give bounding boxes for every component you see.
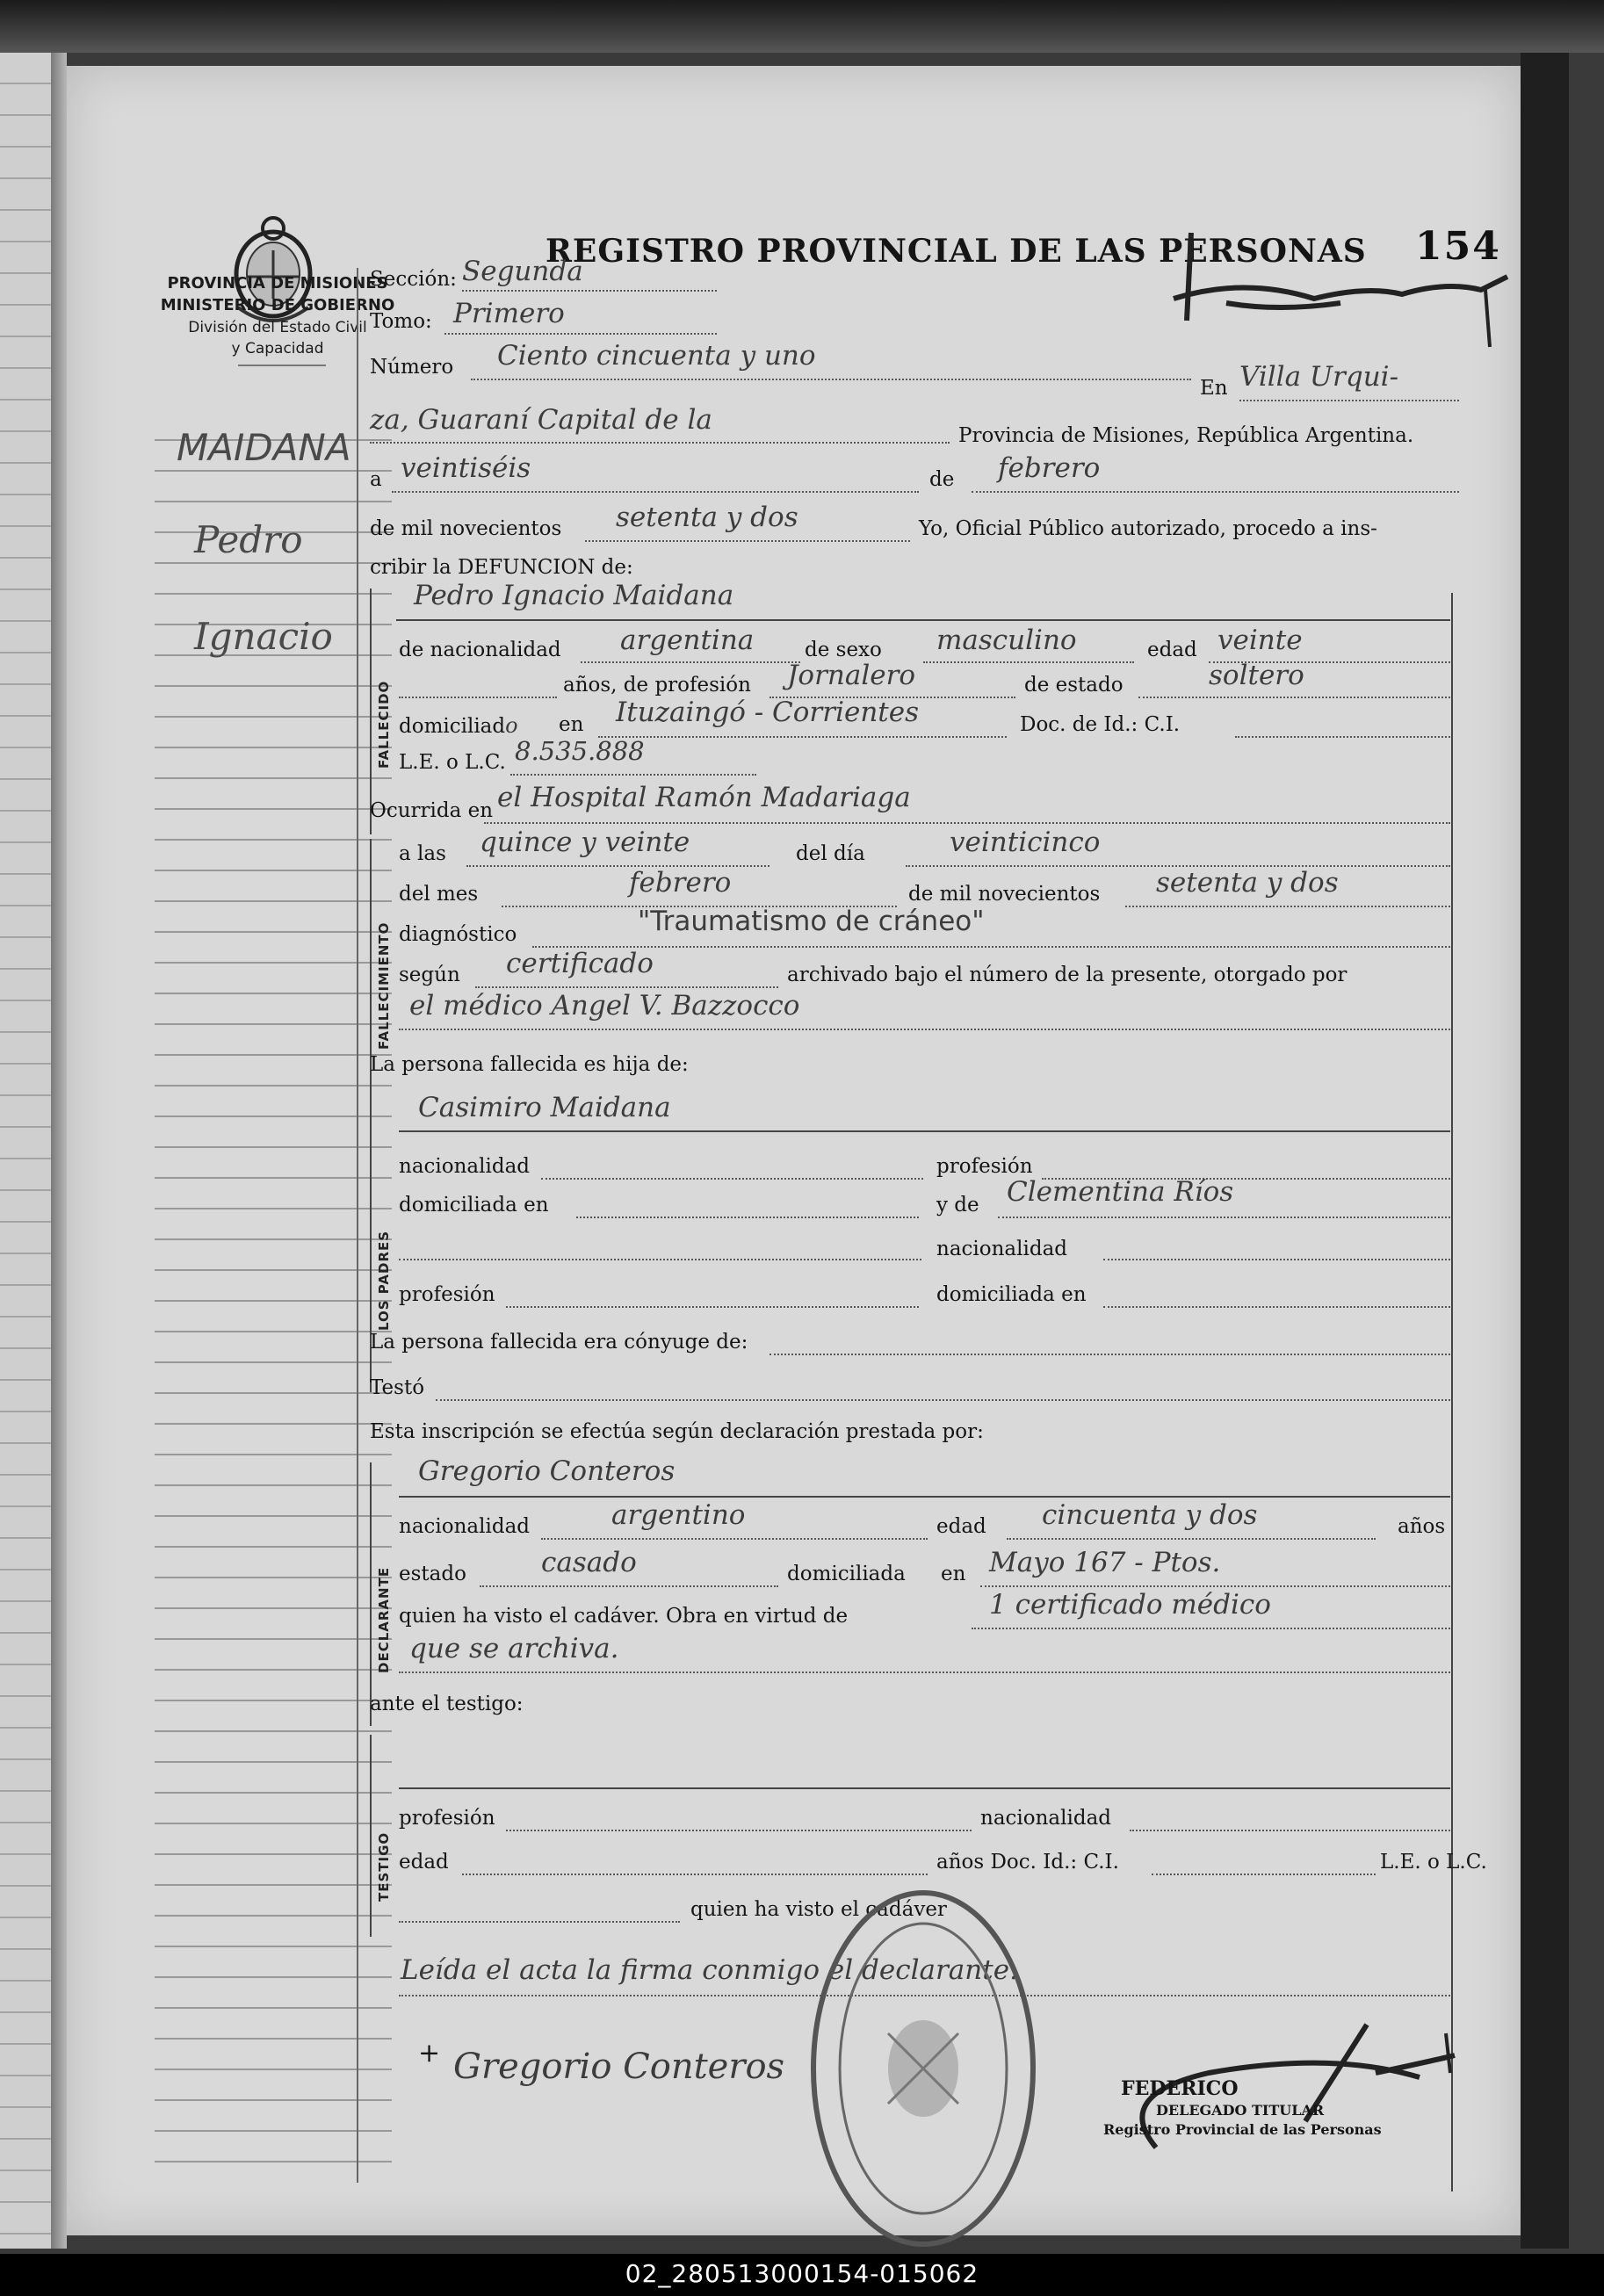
column-divider [357, 268, 358, 2183]
org-line-capacity: y Capacidad [231, 340, 324, 357]
nacionalidad-value: argentina [620, 625, 755, 656]
section-fallecimiento: FALLECIMIENTO [376, 921, 392, 1050]
domicilio-suffix: o [505, 713, 518, 738]
padre-profesion-label: profesión [936, 1155, 1033, 1178]
book-cover-edge [1521, 53, 1569, 2249]
edad-label: edad [1147, 639, 1197, 661]
section-testigo: TESTIGO [376, 1831, 392, 1902]
registrar-signature-top [1138, 215, 1534, 356]
lugar-value: el Hospital Ramón Madariaga [497, 782, 911, 813]
testigo-visto-text: quien ha visto el cadáver [690, 1898, 947, 1921]
diagnostico-label: diagnóstico [399, 923, 517, 946]
padre-nacionalidad-label: nacionalidad [399, 1155, 531, 1178]
declarante-obra-cont: que se archiva. [409, 1633, 619, 1664]
file-id: 02_280513000154-015062 [625, 2259, 979, 2288]
domicilio-label-text: domiciliad [399, 715, 506, 738]
dia-value-fallec: veinticinco [950, 827, 1101, 858]
org-line-division: División del Estado Civil [188, 319, 367, 336]
anio-value-fallec: setenta y dos [1156, 867, 1339, 899]
tomo-value: Primero [453, 298, 565, 329]
dia-label: del día [796, 842, 865, 865]
doc-label: Doc. de Id.: C.I. [1020, 713, 1181, 736]
oficial-cargo: DELEGADO TITULAR [1156, 2102, 1325, 2119]
declarante-estado-label: estado [399, 1563, 466, 1585]
le-label: L.E. o L.C. [399, 751, 506, 774]
acta-number: 154 [1415, 224, 1501, 269]
de-label: de [929, 468, 955, 491]
oficial-nombre: FEDERICO [1121, 2077, 1239, 2100]
conyuge-text: La persona fallecida era cónyuge de: [370, 1331, 748, 1354]
official-seal-stamp [805, 1884, 1042, 2253]
seccion-value: Segunda [462, 256, 583, 287]
estado-label: de estado [1024, 674, 1124, 697]
declarante-edad-value: cincuenta y dos [1042, 1499, 1258, 1531]
right-border [1451, 593, 1453, 2191]
localidad-value: Villa Urqui- [1239, 361, 1399, 393]
book-binding [51, 53, 67, 2249]
profesion-value: Jornalero [787, 660, 916, 691]
hija-text: La persona fallecida es hija de: [370, 1053, 689, 1076]
localidad-continuation: za, Guaraní Capital de la [370, 404, 712, 436]
padre-domiciliada-label: domiciliada en [399, 1194, 549, 1217]
ocurrida-label: Ocurrida en [370, 799, 494, 822]
numero-label: Número [370, 356, 454, 379]
fallecido-nombre: Pedro Ignacio Maidana [414, 580, 734, 611]
declarante-estado-value: casado [541, 1547, 637, 1578]
medico-value: el médico Angel V. Bazzocco [409, 990, 800, 1022]
org-line-province: PROVINCIA DE MISIONES [167, 274, 388, 292]
testo-label: Testó [370, 1376, 425, 1399]
anio-label: de mil novecientos [370, 517, 562, 540]
declarante-firma: Gregorio Conteros [453, 2047, 785, 2087]
declarante-nacionalidad-label: nacionalidad [399, 1515, 531, 1538]
sexo-value: masculino [936, 625, 1077, 656]
sexo-label: de sexo [805, 639, 882, 661]
declarante-nacionalidad-value: argentino [611, 1499, 746, 1531]
archivado-text: archivado bajo el número de la presente, otorgado por [787, 964, 1348, 986]
declarante-anios-label: años [1398, 1515, 1446, 1538]
inscribir-text: cribir la DEFUNCION de: [370, 556, 633, 579]
anio-label-fallec: de mil novecientos [908, 883, 1101, 906]
top-shadow [0, 0, 1604, 53]
oficial-registro: Registro Provincial de las Personas [1103, 2121, 1382, 2138]
edad-value: veinte [1217, 625, 1303, 656]
declarante-domicilio-value: Mayo 167 - Ptos. [989, 1547, 1221, 1578]
inscripcion-text: Esta inscripción se efectúa según declaración prestada por: [370, 1420, 984, 1443]
testigo-edad-label: edad [399, 1851, 449, 1874]
nacionalidad-label: de nacionalidad [399, 639, 561, 661]
madre-nacionalidad-label: nacionalidad [936, 1238, 1068, 1260]
anio-value: setenta y dos [616, 502, 798, 533]
org-underline [238, 365, 326, 366]
provincia-text: Provincia de Misiones, República Argentina. [958, 424, 1414, 447]
le-value: 8.535.888 [515, 736, 645, 766]
death-certificate-page [67, 66, 1521, 2235]
dia-value: veintiséis [401, 452, 531, 484]
hora-value: quince y veinte [480, 827, 690, 858]
margin-first-name: Pedro [194, 518, 303, 561]
declarante-domiciliada-label: domiciliada [787, 1563, 906, 1585]
madre-nombre: Clementina Ríos [1007, 1176, 1234, 1208]
section-padres: LOS PADRES [376, 1230, 392, 1331]
domicilio-label [399, 713, 518, 738]
domicilio-en-label: en [559, 713, 584, 736]
seccion-label: Sección: [370, 268, 457, 291]
document-title: REGISTRO PROVINCIAL DE LAS PERSONAS [546, 233, 1367, 270]
mes-value: febrero [998, 452, 1101, 484]
madre-domiciliada-label: domiciliada en [936, 1283, 1087, 1306]
y-de-label: y de [936, 1194, 979, 1217]
diagnostico-value: "Traumatismo de cráneo" [638, 906, 985, 937]
anios-profesion-label: años, de profesión [563, 674, 751, 697]
testigo-le-label: L.E. o L.C. [1380, 1851, 1487, 1874]
org-line-ministry: MINISTERIO DE GOBIERNO [160, 296, 395, 314]
declarante-edad-label: edad [936, 1515, 986, 1538]
numero-value: Ciento cincuenta y uno [497, 340, 816, 372]
segun-label: según [399, 964, 460, 986]
previous-page-lines [0, 53, 51, 2249]
mes-value-fallec: febrero [629, 867, 732, 899]
hora-label: a las [399, 842, 446, 865]
madre-profesion-label: profesión [399, 1283, 495, 1306]
estado-value: soltero [1209, 660, 1304, 691]
testigo-nacionalidad-label: nacionalidad [980, 1807, 1112, 1830]
margin-middle-name: Ignacio [194, 615, 333, 658]
cross-mark: + [418, 2038, 441, 2069]
domicilio-value: Ituzaingó - Corrientes [616, 697, 920, 728]
declarante-nombre: Gregorio Conteros [418, 1455, 676, 1487]
testigo-profesion-label: profesión [399, 1807, 495, 1830]
tomo-label: Tomo: [370, 310, 432, 333]
declarante-obra-value: 1 certificado médico [989, 1589, 1271, 1621]
margin-surname: MAIDANA [177, 426, 351, 469]
section-fallecido: FALLECIDO [376, 680, 392, 769]
lectura-text: Leída el acta la firma conmigo el declarante. [401, 1954, 1018, 1986]
padre-nombre: Casimiro Maidana [418, 1092, 671, 1123]
en-label: En [1200, 377, 1228, 400]
a-label: a [370, 468, 382, 491]
testigo-doc-label: años Doc. Id.: C.I. [936, 1851, 1119, 1874]
mes-label: del mes [399, 883, 479, 906]
declarante-en-label: en [941, 1563, 966, 1585]
declarante-visto-text: quien ha visto el cadáver. Obra en virtud de [399, 1605, 849, 1628]
section-declarante: DECLARANTE [376, 1566, 392, 1673]
segun-value: certificado [506, 948, 654, 979]
ante-testigo-text: ante el testigo: [370, 1693, 524, 1715]
oficial-text: Yo, Oficial Público autorizado, procedo a ins- [919, 517, 1377, 540]
